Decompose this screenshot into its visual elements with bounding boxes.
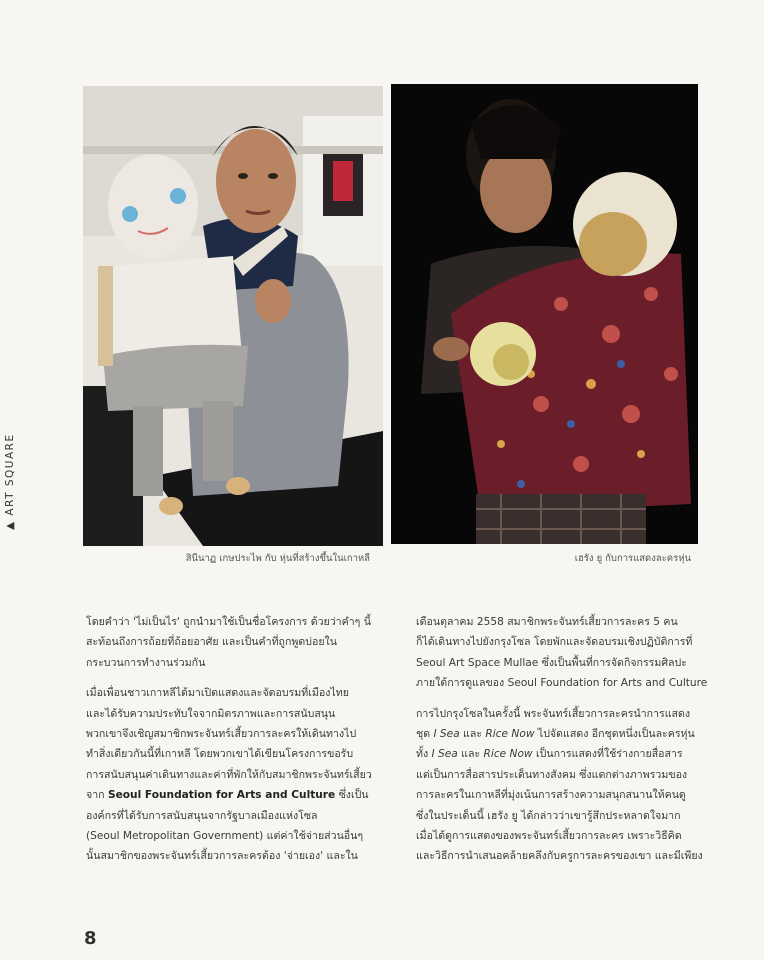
page-number: 8 <box>84 928 97 949</box>
article-column-right <box>416 612 706 877</box>
text-fragment: ชุด <box>416 728 434 741</box>
photo-caption-right: เฮรัง ยู กับการแสดงละครหุ่น <box>574 553 691 564</box>
text-line: การสนับสนุนค่าเดินทางและค่าที่พักให้กับสมาชิกพระจันทร์เสี้ยว <box>86 768 372 781</box>
text-fragment: ซึ่งเป็น <box>335 789 369 802</box>
text-line: เมื่อได้ดูการแสดงของพระจันทร์เสี้ยวการละคร เพราะวิธีคิด <box>416 830 682 843</box>
text-line: เมื่อเพื่อนชาวเกาหลีได้มาเปิดแสดงและจัดอบรมที่เมืองไทย <box>86 687 349 700</box>
paragraph <box>416 704 706 867</box>
text-line: ทำสิ่งเดียวกันนี้ที่เกาหลี โดยพวกเขาได้เขียนโครงการขอรับ <box>86 748 354 761</box>
show-title: I Sea <box>431 748 458 761</box>
photo-caption-left: สินีนาฏ เกษประไพ กับ หุ่นที่สร้างขึ้นในเกาหลี <box>185 553 370 564</box>
paragraph <box>86 612 376 673</box>
text-fragment: และ <box>459 728 486 741</box>
paragraph <box>86 683 376 867</box>
text-line: องค์กรที่ได้รับการสนับสนุนจากรัฐบาลเมืองแห่งโซล <box>86 809 318 822</box>
text-line <box>86 785 376 805</box>
text-line: โดยคำว่า 'ไม่เป็นไร' ถูกนำมาใช้เป็นชื่อโครงการ ด้วยว่าคำๆ นี้ <box>86 616 371 628</box>
show-title: Rice Now <box>485 728 535 741</box>
text-line: กระบวนการทำงานร่วมกัน <box>86 656 206 669</box>
text-line: ก็ได้เดินทางไปยังกรุงโซล โดยพักและจัดอบรมเชิงปฏิบัติการที่ <box>416 636 693 649</box>
text-line: Seoul Art Space Mullae ซึ่งเป็นพื้นที่การจัดกิจกรรมศิลปะ <box>416 656 687 669</box>
text-fragment: และ <box>457 748 484 761</box>
text-line: พวกเขาจึงเชิญสมาชิกพระจันทร์เสี้ยวการละครให้เดินทางไป <box>86 728 357 741</box>
organization-name: Seoul Foundation for Arts and Culture <box>107 789 336 802</box>
text-line: ภายใต้การดูแลของ Seoul Foundation for Arts and Culture <box>416 677 708 690</box>
text-line <box>416 744 706 764</box>
text-fragment: เป็นการแสดงที่ใช้ร่างกายสื่อสาร <box>532 748 683 761</box>
text-line: แต่เป็นการสื่อสารประเด็นทางสังคม ซึ่งแตกต่างภาพรวมของ <box>416 768 688 781</box>
section-label-text: ▲ ART SQUARE <box>4 433 16 530</box>
text-line: และได้รับความประทับใจจากมิตรภาพและการสนับสนุน <box>86 707 336 720</box>
text-line: เดือนตุลาคม 2558 สมาชิกพระจันทร์เสี้ยวการละคร 5 คน <box>416 616 678 628</box>
show-title: I Sea <box>433 728 460 741</box>
text-line: นั้นสมาชิกของพระจันทร์เสี้ยวการละครต้อง 'จ่ายเอง' และใน <box>86 850 358 863</box>
text-fragment: จาก <box>86 789 108 802</box>
show-title: Rice Now <box>483 748 533 761</box>
photo-woman-with-puppet <box>83 86 383 546</box>
text-line: และวิธีการนำเสนอคล้ายคลึงกับครูการละครของเขา และมีเพียง <box>416 850 703 863</box>
text-line: สะท้อนถึงการถ้อยที่ถ้อยอาศัย และเป็นคำที่ถูกพูดบ่อยใน <box>86 636 337 649</box>
text-line: (Seoul Metropolitan Government) แต่ค่าใช้จ่ายส่วนอื่นๆ <box>86 830 364 843</box>
text-fragment: ไปจัดแสดง อีกชุดหนึ่งเป็นละครหุ่น <box>534 728 695 741</box>
text-line: การไปกรุงโซลในครั้งนี้ พระจันทร์เสี้ยวการละครนำการแสดง <box>416 707 691 720</box>
photo-man-with-puppet <box>391 84 698 544</box>
section-label <box>4 430 18 530</box>
paragraph <box>416 612 706 694</box>
text-line: ซึ่งในประเด็นนี้ เฮรัง ยู ได้กล่าวว่าเขารู้สึกประหลาดใจมาก <box>416 809 681 822</box>
text-line <box>416 724 706 744</box>
text-fragment: ทั้ง <box>416 748 432 761</box>
article-column-left <box>86 612 376 877</box>
text-line: การละครในเกาหลีที่มุ่งเน้นการสร้างความสนุกสนานให้คนดู <box>416 789 686 802</box>
